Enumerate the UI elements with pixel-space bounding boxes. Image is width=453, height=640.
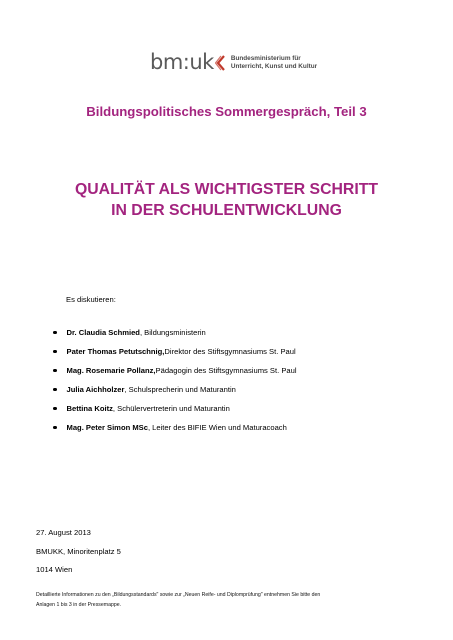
title-line-2: IN DER SCHULENTWICKLUNG	[111, 202, 342, 219]
list-item	[53, 418, 297, 437]
bullet-icon	[53, 350, 57, 354]
participant-name: Bettina Koitz	[66, 404, 113, 413]
footnote	[36, 590, 436, 610]
bullet-icon	[53, 369, 57, 373]
participant-role: , Leiter des BIFIE Wien und Maturacoach	[147, 423, 287, 432]
participant-name: Mag. Rosemarie Pollanz,	[66, 366, 156, 375]
bullet-icon	[53, 388, 57, 392]
footnote-line-2: Anlagen 1 bis 3 in der Pressemappe.	[36, 602, 122, 608]
logo-chevron-icon	[215, 55, 225, 71]
event-details	[36, 524, 121, 580]
document-title	[0, 179, 453, 221]
bullet-icon	[53, 331, 57, 335]
logo-line-1: Bundesministerium für	[230, 54, 301, 62]
ministry-logo	[150, 52, 317, 73]
bullet-icon	[53, 407, 57, 411]
participant-role: Pädagogin des Stiftsgymnasiums St. Paul	[155, 366, 297, 375]
participant-role: , Bildungsministerin	[139, 328, 206, 337]
footnote-line-1: Detaillierte Informationen zu den „Bildungsstandards" sowie zur „Neuen Reife- und Diplomprüfung" entnehmen Sie bitte den	[36, 592, 321, 598]
document-subtitle: Bildungspolitisches Sommergespräch, Teil 3	[86, 104, 367, 119]
participant-name: Mag. Peter Simon MSc	[66, 423, 148, 432]
list-item	[53, 399, 297, 418]
logo-mark-text: bm:uk	[150, 50, 214, 74]
participant-role: Direktor des Stiftsgymnasiums St. Paul	[164, 347, 296, 356]
list-item	[53, 361, 297, 380]
participant-name: Pater Thomas Petutschnig,	[66, 347, 165, 356]
list-item	[53, 380, 297, 399]
list-item	[53, 323, 297, 342]
event-date: 27. August 2013	[36, 528, 91, 537]
list-item	[53, 342, 297, 361]
bullet-icon	[53, 426, 57, 430]
title-line-1: QUALITÄT ALS WICHTIGSTER SCHRITT	[74, 181, 379, 198]
participant-role: , Schülervertreterin und Maturantin	[112, 404, 230, 413]
logo-text	[231, 55, 317, 71]
event-street: BMUKK, Minoritenplatz 5	[36, 546, 121, 556]
participant-name: Julia Aichholzer	[66, 385, 125, 394]
participant-role: , Schulsprecherin und Maturantin	[124, 385, 236, 394]
participant-list	[53, 323, 297, 437]
participant-name: Dr. Claudia Schmied	[66, 328, 140, 337]
intro-text: Es diskutieren:	[66, 295, 116, 304]
logo-mark	[150, 52, 225, 73]
event-city: 1014 Wien	[36, 565, 73, 574]
logo-line-2: Unterricht, Kunst und Kultur	[230, 62, 318, 70]
